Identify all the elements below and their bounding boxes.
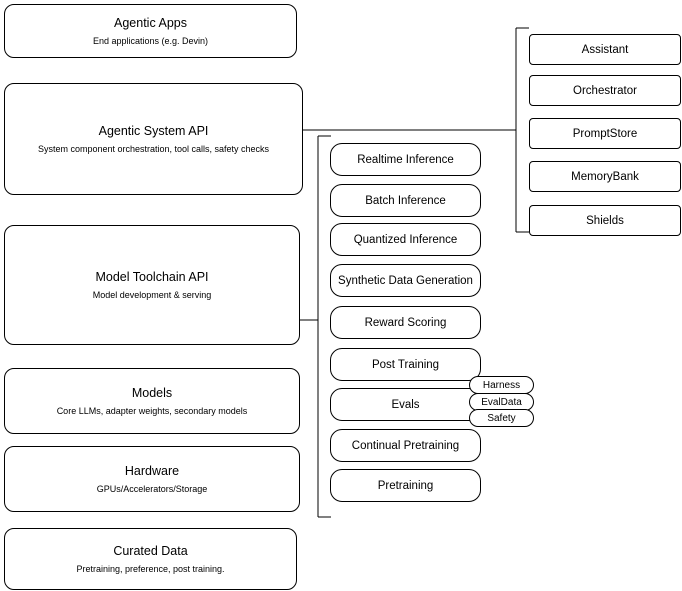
capability-pretraining[interactable]	[330, 469, 481, 502]
eval-pill-label: Harness	[482, 379, 521, 391]
service-label: Orchestrator	[573, 84, 637, 97]
layer-title: Models	[131, 385, 173, 400]
service-label: PromptStore	[572, 127, 638, 140]
service-label: Assistant	[581, 43, 629, 56]
capability-label: Batch Inference	[365, 194, 446, 207]
capability-quantized-inference[interactable]	[330, 223, 481, 256]
service-label: MemoryBank	[571, 170, 639, 183]
capability-label: Evals	[391, 398, 420, 411]
eval-pill-harness[interactable]	[469, 376, 534, 394]
service-assistant[interactable]	[529, 34, 681, 65]
capability-post-training[interactable]	[330, 348, 481, 381]
capability-batch-inference[interactable]	[330, 184, 481, 217]
layer-subtitle: End applications (e.g. Devin)	[92, 35, 209, 46]
layer-subtitle: GPUs/Accelerators/Storage	[96, 483, 208, 494]
capability-realtime-inference[interactable]	[330, 143, 481, 176]
stack-layer-agentic-apps[interactable]	[4, 4, 297, 58]
layer-title: Curated Data	[113, 543, 188, 558]
layer-subtitle: Pretraining, preference, post training.	[76, 563, 225, 574]
capability-label: Reward Scoring	[364, 316, 447, 329]
service-promptstore[interactable]	[529, 118, 681, 149]
layer-subtitle: Core LLMs, adapter weights, secondary models	[56, 405, 248, 416]
stack-layer-curated-data[interactable]	[4, 528, 297, 590]
capability-label: Realtime Inference	[357, 153, 454, 166]
capability-synthetic-data-generation[interactable]	[330, 264, 481, 297]
capability-label: Synthetic Data Generation	[338, 274, 473, 287]
service-shields[interactable]	[529, 205, 681, 236]
layer-subtitle: Model development & serving	[92, 289, 212, 300]
stack-layer-hardware[interactable]	[4, 446, 300, 512]
eval-pill-safety[interactable]	[469, 409, 534, 427]
service-memorybank[interactable]	[529, 161, 681, 192]
layer-title: Agentic System API	[98, 123, 209, 138]
capability-label: Post Training	[371, 358, 440, 371]
layer-title: Model Toolchain API	[95, 269, 209, 284]
layer-title: Agentic Apps	[114, 15, 187, 30]
capability-label: Quantized Inference	[353, 233, 458, 246]
stack-layer-model-toolchain-api[interactable]	[4, 225, 300, 345]
capability-label: Pretraining	[377, 479, 434, 492]
stack-layer-agentic-system-api[interactable]	[4, 83, 303, 195]
capability-continual-pretraining[interactable]	[330, 429, 481, 462]
capability-evals[interactable]	[330, 388, 481, 421]
layer-title: Hardware	[124, 463, 180, 478]
eval-pill-label: Safety	[487, 412, 516, 424]
capability-label: Continual Pretraining	[351, 439, 460, 452]
service-label: Shields	[586, 214, 624, 227]
eval-pill-label: EvalData	[481, 396, 522, 408]
capability-reward-scoring[interactable]	[330, 306, 481, 339]
layer-subtitle: System component orchestration, tool calls, safety checks	[37, 143, 270, 154]
service-orchestrator[interactable]	[529, 75, 681, 106]
stack-layer-models[interactable]	[4, 368, 300, 434]
